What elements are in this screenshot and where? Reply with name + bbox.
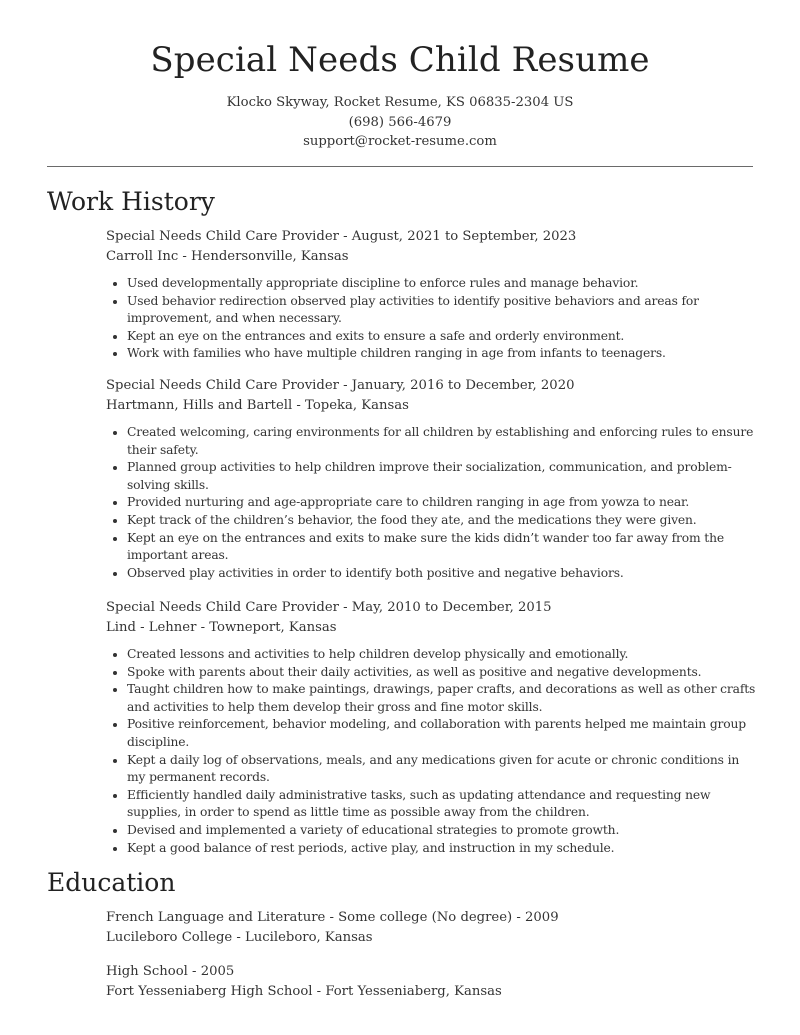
job-entry <box>106 376 756 582</box>
header-divider <box>47 166 753 167</box>
contact-phone: (698) 566-4679 <box>348 114 452 130</box>
job-entry <box>106 227 756 363</box>
job-company-line: Carroll Inc - Hendersonville, Kansas <box>106 249 349 264</box>
job-bullet: • Efficiently handled daily administrative tasks, such as updating attendance and requesting new supplies, in order to spend as little time as possible away from the children. <box>127 787 756 822</box>
job-bullet: • Provided nurturing and age-appropriate care to children ranging in age from yowza to near. <box>127 494 756 512</box>
job-bullet: • Devised and implemented a variety of educational strategies to promote growth. <box>127 822 756 840</box>
job-bullet: • Work with families who have multiple children ranging in age from infants to teenagers. <box>127 345 756 363</box>
section-heading-work-history: Work History <box>47 187 215 216</box>
job-bullet: • Spoke with parents about their daily activities, as well as positive and negative developments. <box>127 664 756 682</box>
job-bullets <box>106 424 756 582</box>
job-bullet: • Kept track of the children’s behavior, the food they ate, and the medications they were given. <box>127 512 756 530</box>
education-school-line: Fort Yesseniaberg High School - Fort Yesseniaberg, Kansas <box>106 984 502 999</box>
job-bullet: • Positive reinforcement, behavior modeling, and collaboration with parents helped me maintain group discipline. <box>127 716 756 751</box>
job-company-line: Hartmann, Hills and Bartell - Topeka, Kansas <box>106 398 409 413</box>
education-entry <box>106 908 756 948</box>
job-title-line: Special Needs Child Care Provider - January, 2016 to December, 2020 <box>106 378 575 393</box>
job-entry <box>106 598 756 857</box>
job-title-line: Special Needs Child Care Provider - August, 2021 to September, 2023 <box>106 229 577 244</box>
job-title-line: Special Needs Child Care Provider - May, 2010 to December, 2015 <box>106 600 552 615</box>
job-bullets <box>106 275 756 363</box>
education-degree-line: French Language and Literature - Some college (No degree) - 2009 <box>106 910 559 925</box>
job-bullet: • Planned group activities to help children improve their socialization, communication, and problem-solving skills. <box>127 459 756 494</box>
job-bullet: • Taught children how to make paintings, drawings, paper crafts, and decorations as well as other crafts and activities to help them develop their gross and fine motor skills. <box>127 681 756 716</box>
education-entry <box>106 962 756 1002</box>
contact-email: support@rocket-resume.com <box>303 134 497 149</box>
education-degree-line: High School - 2005 <box>106 964 235 979</box>
resume-title: Special Needs Child Resume <box>150 40 650 80</box>
job-bullet: • Kept a good balance of rest periods, active play, and instruction in my schedule. <box>127 840 756 858</box>
section-heading-education: Education <box>47 868 176 897</box>
job-bullet: • Created welcoming, caring environments for all children by establishing and enforcing rules to ensure their safety. <box>127 424 756 459</box>
job-bullet: • Used developmentally appropriate discipline to enforce rules and manage behavior. <box>127 275 756 293</box>
job-company-line: Lind - Lehner - Towneport, Kansas <box>106 620 337 635</box>
job-bullet: • Kept an eye on the entrances and exits to make sure the kids didn’t wander too far away from the important areas. <box>127 530 756 565</box>
job-bullet: • Used behavior redirection observed play activities to identify positive behaviors and areas for improvement, and when necessary. <box>127 293 756 328</box>
job-bullet: • Kept a daily log of observations, meals, and any medications given for acute or chronic conditions in my permanent records. <box>127 752 756 787</box>
job-bullet: • Observed play activities in order to identify both positive and negative behaviors. <box>127 565 756 583</box>
job-bullet: • Created lessons and activities to help children develop physically and emotionally. <box>127 646 756 664</box>
education-school-line: Lucileboro College - Lucileboro, Kansas <box>106 930 373 945</box>
job-bullets <box>106 646 756 857</box>
contact-block <box>0 93 800 152</box>
contact-address: Klocko Skyway, Rocket Resume, KS 06835-2304 US <box>226 95 574 110</box>
job-bullet: • Kept an eye on the entrances and exits to ensure a safe and orderly environment. <box>127 328 756 346</box>
